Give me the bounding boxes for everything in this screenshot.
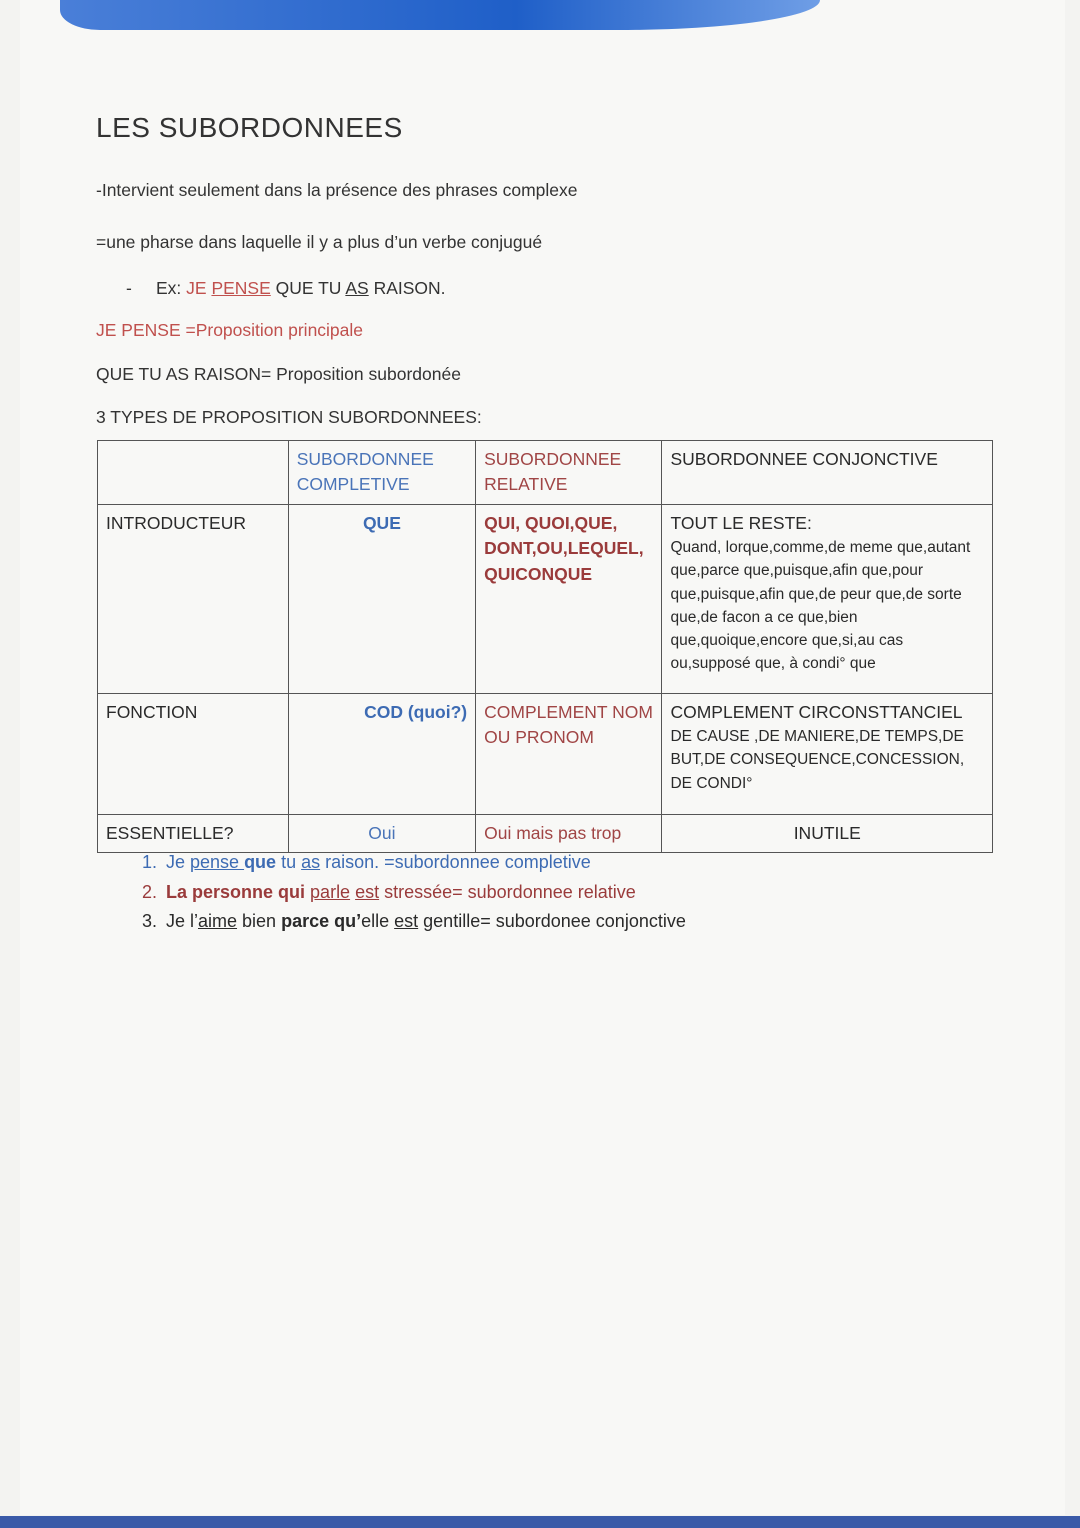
example-end: RAISON. [368, 278, 446, 298]
subordonnee-label: QUE TU AS RAISON= [96, 364, 277, 384]
subordonnee-text: Proposition subordonée [276, 364, 461, 384]
fonction-conjonctive [662, 693, 993, 814]
fonction-completive: COD (quoi?) [288, 693, 475, 814]
example-line [126, 278, 446, 299]
table-row-introducteur [98, 504, 993, 693]
intro-line-1: -Intervient seulement dans la présence des phrases complexe [96, 180, 578, 200]
essentielle-completive: Oui [288, 814, 475, 852]
principale-text: =Proposition principale [185, 320, 364, 340]
ex3-rest: gentille= subordonee conjonctive [418, 911, 686, 932]
header-empty-cell [98, 441, 289, 505]
bullet-dash: - [126, 278, 132, 298]
row-label-introducteur: INTRODUCTEUR [98, 504, 289, 693]
list-item [162, 907, 686, 937]
table-header-row [98, 441, 993, 505]
ex2-est: est [355, 881, 380, 902]
row-label-fonction: FONCTION [98, 693, 289, 814]
row-label-essentielle: ESSENTIELLE? [98, 814, 289, 852]
table-row-fonction [98, 693, 993, 814]
fonction-conjonctive-detail: DE CAUSE ,DE MANIERE,DE TEMPS,DE BUT,DE CONSEQUENCE,CONCESSION, DE CONDI° [670, 728, 965, 792]
example-je: JE [186, 278, 212, 298]
header-relative: SUBORDONNEE RELATIVE [476, 441, 662, 505]
header-conjonctive: SUBORDONNEE CONJONCTIVE [662, 441, 993, 505]
essentielle-conjonctive: INUTILE [662, 814, 993, 852]
list-item [162, 848, 686, 878]
introducteur-conjonctive [662, 504, 993, 693]
principale-line [96, 320, 363, 341]
ex1-que: que [244, 852, 277, 872]
ex1-pense: pense [190, 852, 245, 872]
fonction-relative: COMPLEMENT NOM OU PRONOM [476, 693, 662, 814]
header-completive: SUBORDONNEE COMPLETIVE [288, 441, 475, 505]
subordonnee-line [96, 364, 461, 385]
page-title: LES SUBORDONNEES [96, 112, 403, 143]
ex2-parle: parle [310, 881, 351, 902]
example-prefix: Ex: [156, 278, 187, 298]
example-middle: QUE TU [270, 278, 346, 298]
ex3-est: est [394, 911, 419, 932]
ex2-la-personne-qui: La personne qui [166, 881, 306, 902]
example-pense: PENSE [211, 278, 271, 298]
ex1-je: Je [166, 852, 191, 872]
ex3-je-l: Je l’ [166, 911, 199, 932]
conjonctive-title: TOUT LE RESTE: [670, 512, 812, 533]
ex1-tu: tu [276, 852, 302, 872]
conjonctive-list: Quand, lorque,comme,de meme que,autant que,parce que,puisque,afin que,pour que,puisque,afin que,de peur que,de sorte que,de facon a ce que,bien que,quoique,encore que,si,au cas ou,supposé que, à condi° que [670, 539, 971, 673]
fonction-conjonctive-title: COMPLEMENT CIRCONSTTANCIEL [670, 701, 963, 722]
bottom-color-band [0, 1516, 1080, 1528]
ex3-parce-qu: parce qu’ [281, 911, 362, 932]
introducteur-completive: QUE [288, 504, 475, 693]
essentielle-relative: Oui mais pas trop [476, 814, 662, 852]
ex3-bien: bien [237, 911, 282, 932]
table-row-essentielle [98, 814, 993, 852]
ex3-elle: elle [361, 911, 395, 932]
examples-list [132, 848, 686, 937]
top-color-band [60, 0, 820, 30]
example-as: AS [345, 278, 369, 298]
intro-line-2: =une pharse dans laquelle il y a plus d’un verbe conjugué [96, 232, 543, 252]
ex2-rest: stressée= subordonnee relative [379, 881, 636, 902]
principale-label: JE PENSE [96, 320, 186, 340]
ex1-rest: raison. =subordonnee completive [320, 852, 591, 872]
types-heading: 3 TYPES DE PROPOSITION SUBORDONNEES: [96, 407, 482, 427]
ex3-aime: aime [198, 911, 238, 932]
ex1-as: as [301, 852, 321, 872]
list-item [162, 878, 686, 908]
introducteur-relative: QUI, QUOI,QUE, DONT,OU,LEQUEL, QUICONQUE [476, 504, 662, 693]
subordonnees-table [97, 440, 993, 853]
